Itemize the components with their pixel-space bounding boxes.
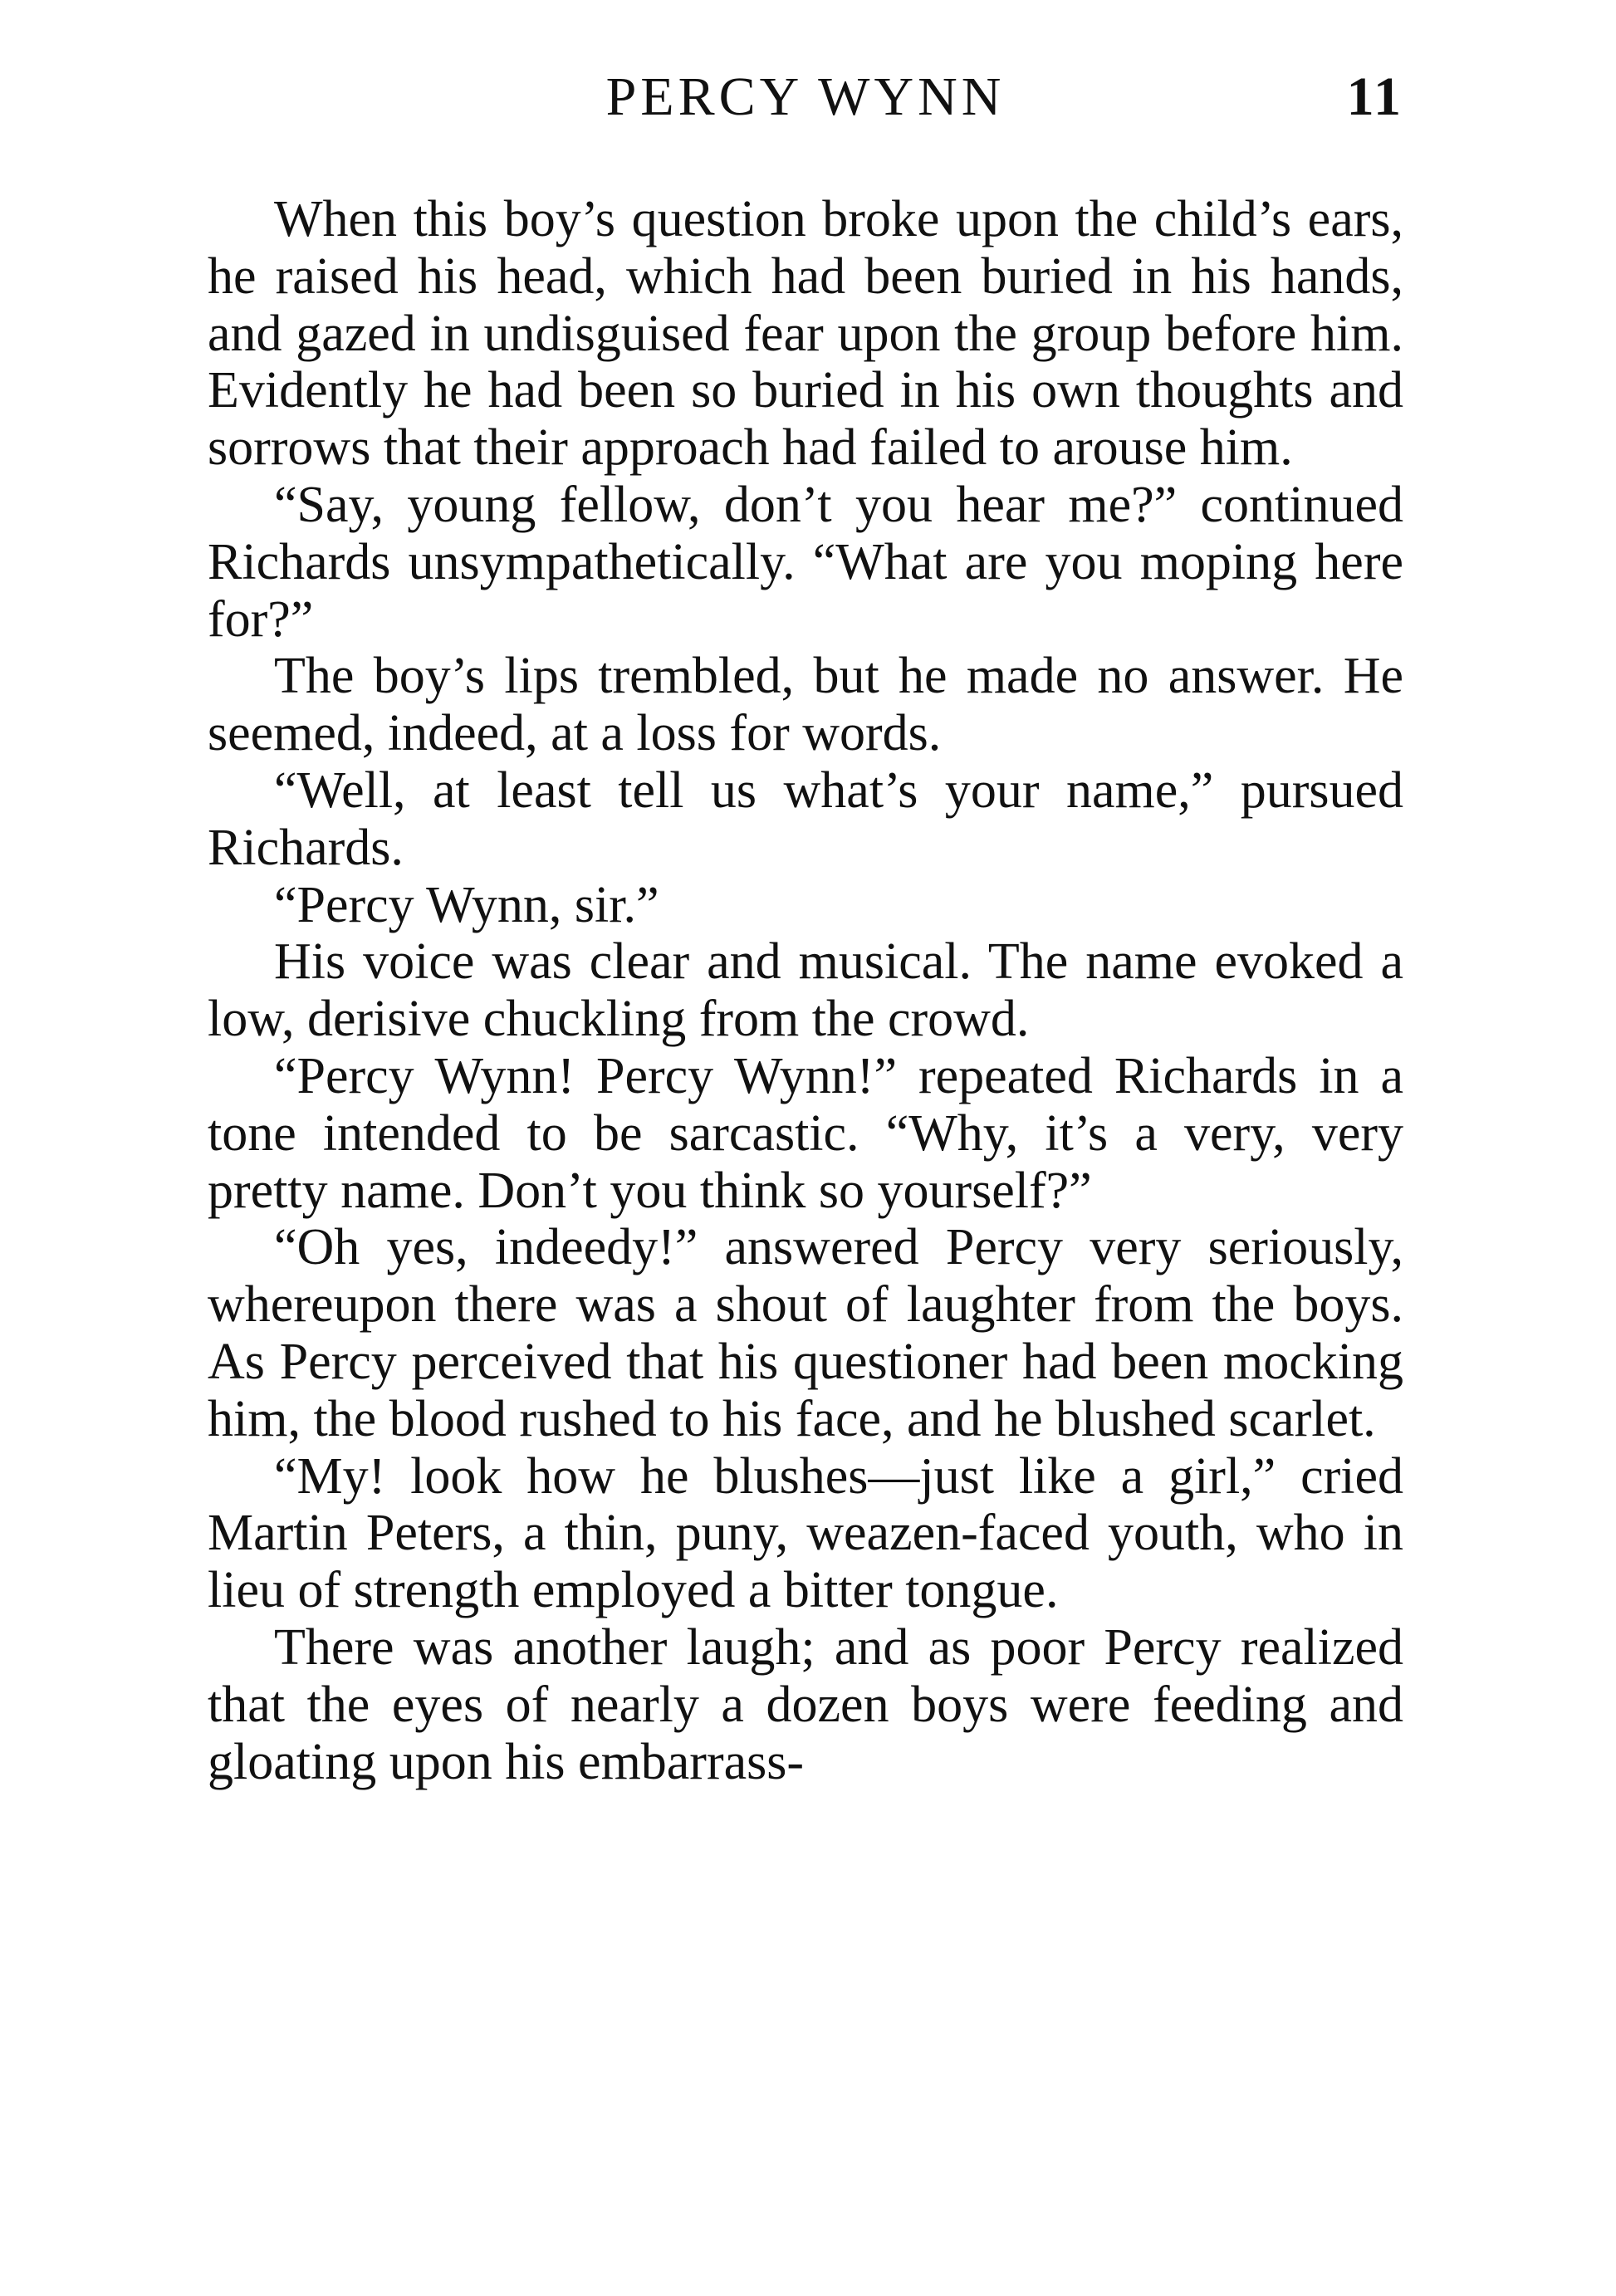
paragraph: “Percy Wynn, sir.” [274,876,659,933]
paragraph: When this boy’s question broke upon the child’s ears, he raised his head, which had been buried in his hands, and gazed in undisguised fear upon the group before him. Evidently he had been so buried in his own thoughts and sorrows that their approach had failed to arouse him. [208,191,1403,477]
running-head [208,60,1403,135]
body-text [208,191,1403,1790]
paragraph: “Well, at least tell us what’s your name,” pursued Richards. [208,761,1403,876]
paragraph: “My! look how he blushes—just like a girl,” cried Martin Peters, a thin, puny, weazen-faced youth, who in lieu of strength employed a bitter tongue. [208,1447,1403,1619]
paragraph: His voice was clear and musical. The name evoked a low, derisive chuckling from the crowd. [208,933,1403,1048]
paragraph: “Percy Wynn! Percy Wynn!” repeated Richards in a tone intended to be sarcastic. “Why, it’s a very, very pretty name. Don’t you think so yourself?” [208,1047,1403,1219]
paragraph: The boy’s lips trembled, but he made no answer. He seemed, indeed, at a loss for words. [208,648,1403,762]
running-head-title: PERCY WYNN [605,66,1006,127]
paragraph: “Say, young fellow, don’t you hear me?” continued Richards unsympathetically. “What are you moping here for?” [208,476,1403,648]
page-number: 11 [1346,66,1403,127]
paragraph: There was another laugh; and as poor Percy realized that the eyes of nearly a dozen boys were feeding and gloating upon his embarrass- [208,1618,1403,1790]
paragraph: “Oh yes, indeedy!” answered Percy very seriously, whereupon there was a shout of laughter from the boys. As Percy perceived that his questioner had been mocking him, the blood rushed to his face, and he blushed scarlet. [208,1219,1403,1447]
